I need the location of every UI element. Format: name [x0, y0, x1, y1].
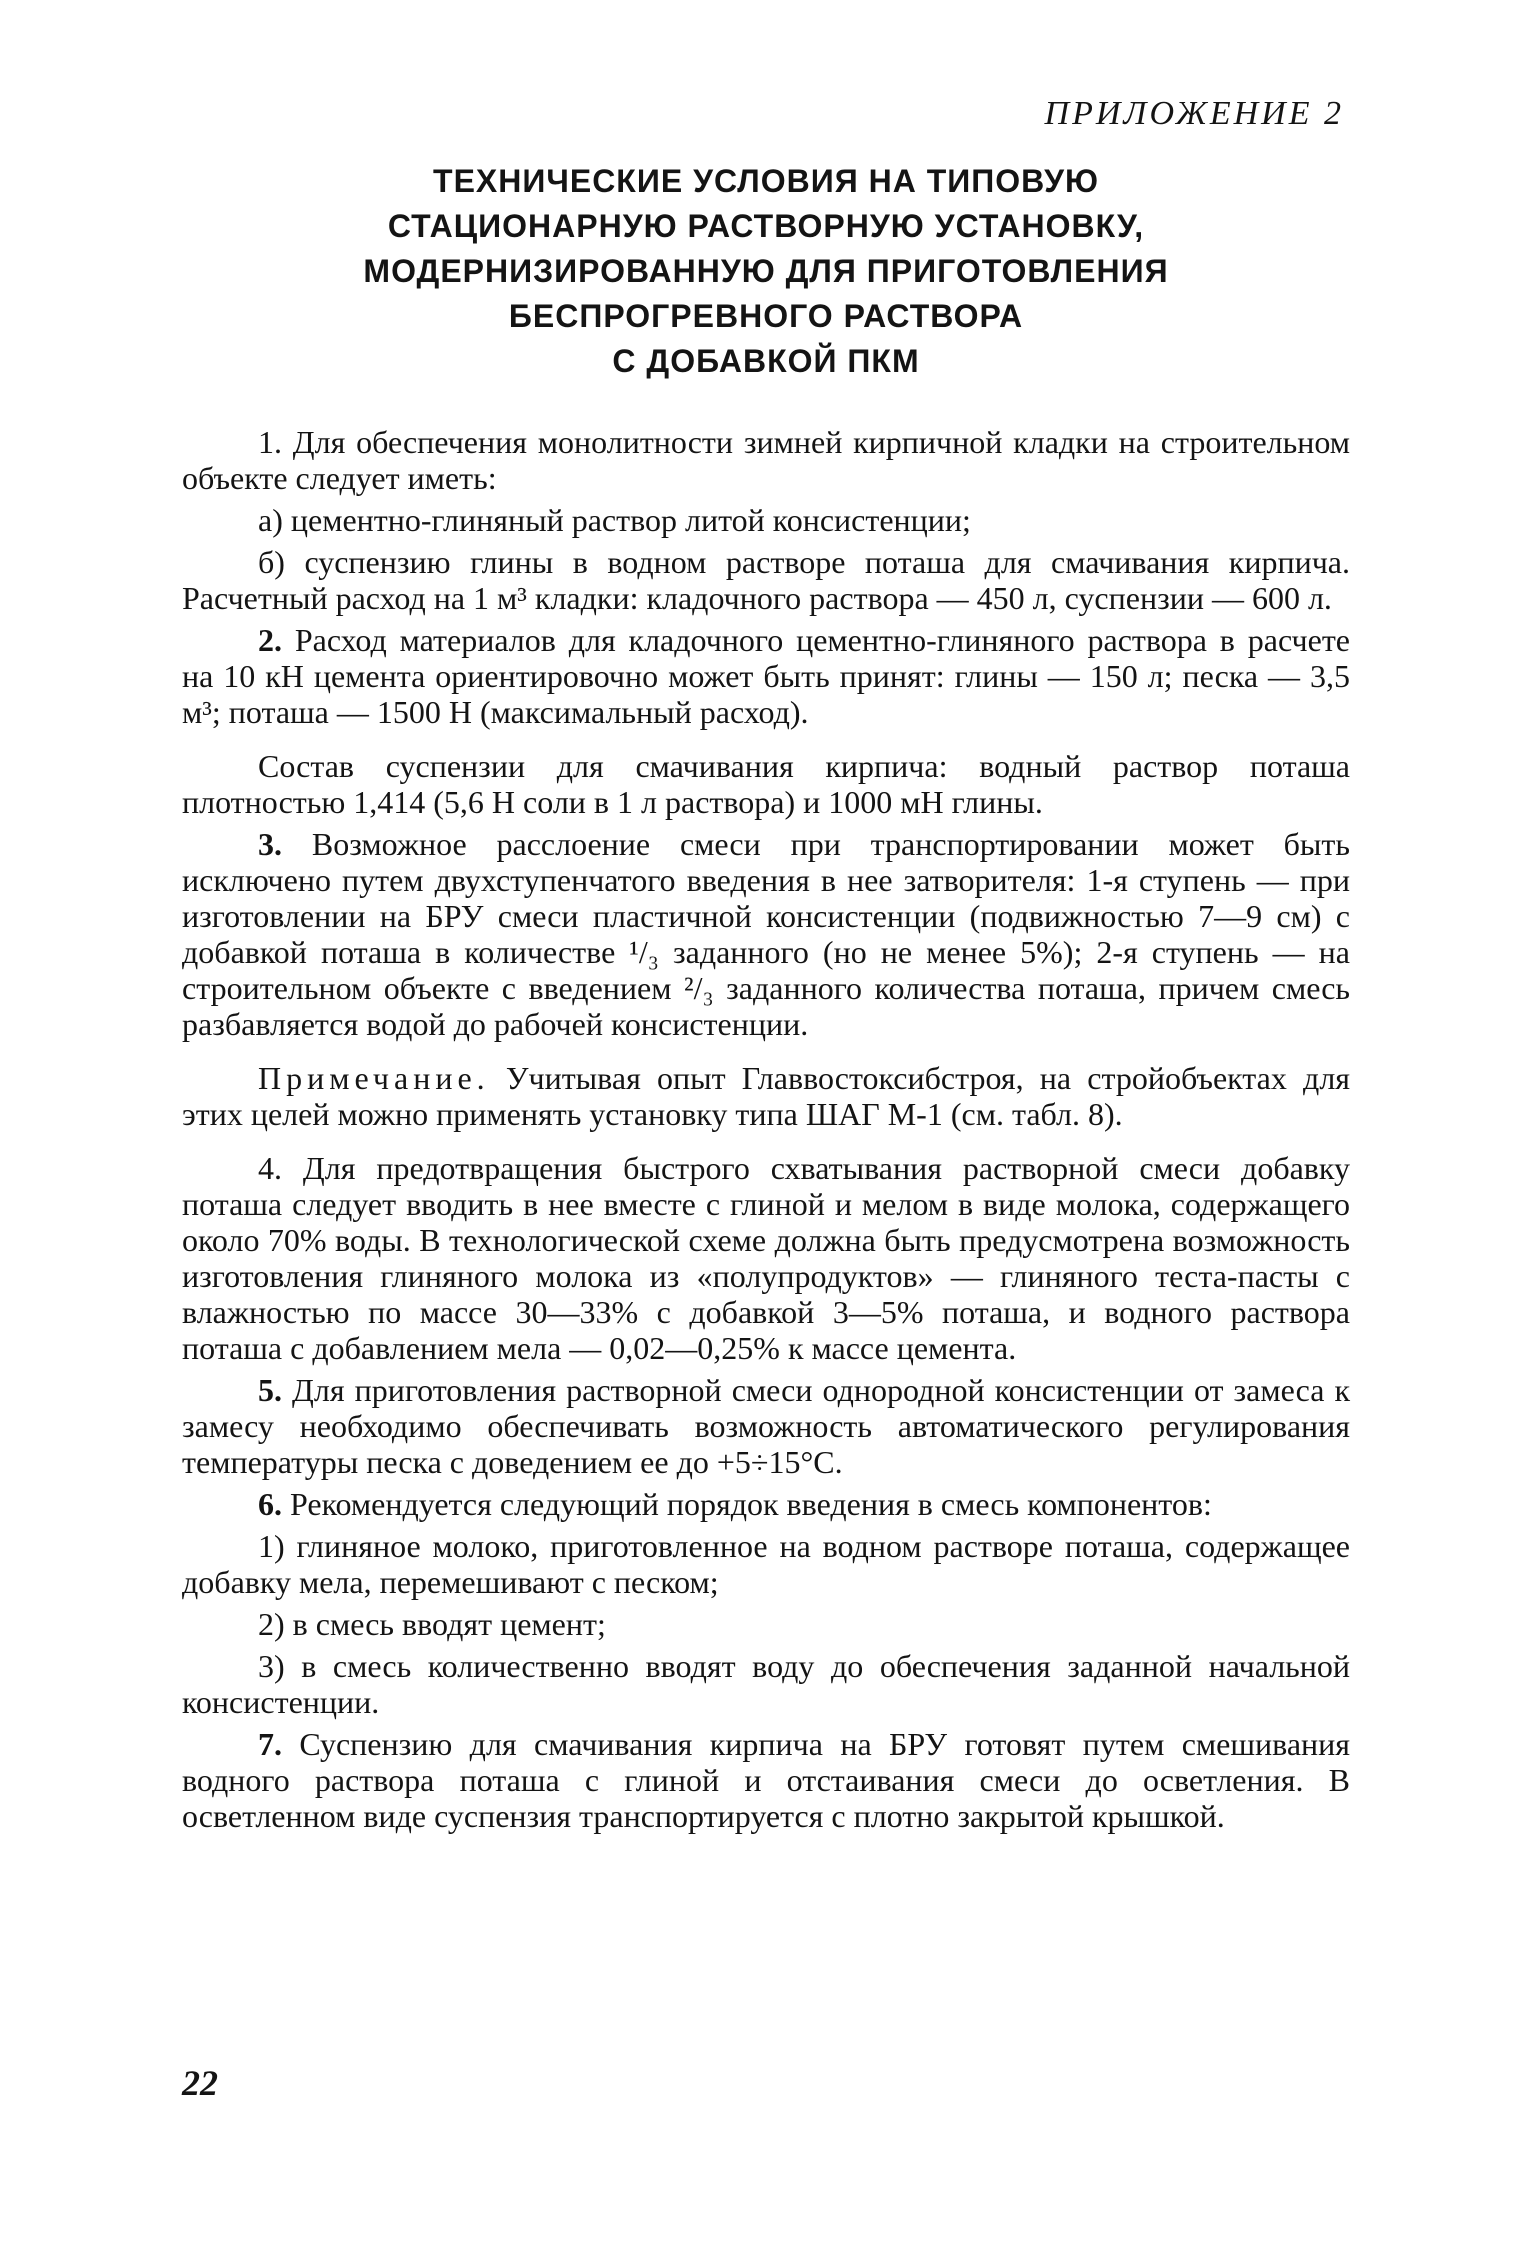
note-label: Примечание.	[258, 1060, 490, 1096]
page-number: 22	[182, 2063, 218, 2103]
paragraph-7	[182, 1726, 1350, 1834]
title-line: С ДОБАВКОЙ ПКМ	[612, 343, 920, 379]
paragraph-5-text: Для приготовления растворной смеси однородной консистенции от замеса к замесу необходимо обеспечивать возможность автоматического регулирования температуры песка с доведением ее до +5÷15°С.	[182, 1372, 1351, 1480]
paragraph-6-item-1: 1) глиняное молоко, приготовленное на водном растворе поташа, содержащее добавку мела, перемешивают с песком;	[182, 1528, 1350, 1600]
note-paragraph	[182, 1060, 1350, 1132]
paragraph-2b: Состав суспензии для смачивания кирпича: водный раствор поташа плотностью 1,414 (5,6 Н соли в 1 л раствора) и 1000 мН глины.	[182, 748, 1350, 820]
paragraph-1b: б) суспензию глины в водном растворе поташа для смачивания кирпича. Расчетный расход на 1 м³ кладки: кладочного раствора — 450 л, суспензии — 600 л.	[182, 544, 1350, 616]
document-title	[182, 159, 1350, 384]
paragraph-2-text: Расход материалов для кладочного цементно-глиняного раствора в расчете на 10 кН цемента ориентировочно может быть принят: глины — 150 л; песка — 3,5 м³; поташа — 1500 Н (максимальный расход).	[182, 622, 1351, 730]
paragraph-3	[182, 826, 1350, 1042]
paragraph-1: 1. Для обеспечения монолитности зимней кирпичной кладки на строительном объекте следует иметь:	[182, 424, 1350, 496]
paragraph-6	[182, 1486, 1350, 1522]
title-line: СТАЦИОНАРНУЮ РАСТВОРНУЮ УСТАНОВКУ,	[387, 208, 1145, 244]
paragraph-3-number: 3.	[258, 826, 282, 862]
paragraph-5-number: 5.	[258, 1372, 282, 1408]
paragraph-2	[182, 622, 1350, 730]
note-text: Учитывая опыт Главвостоксибстроя, на стройобъектах для этих целей можно применять установку типа ШАГ М-1 (см. табл. 8).	[182, 1060, 1351, 1132]
appendix-label: ПРИЛОЖЕНИЕ 2	[1044, 95, 1344, 132]
paragraph-6-item-2: 2) в смесь вводят цемент;	[258, 1606, 606, 1642]
paragraph-7-number: 7.	[258, 1726, 282, 1762]
paragraph-3-text: Возможное расслоение смеси при транспортировании может быть исключено путем двухступенчатого введения в нее затворителя: 1-я ступень — при изготовлении на БРУ смеси пластичной консистенции (подвижностью 7—9 см) с добавкой поташа в количестве ¹/₃ заданного (но не менее 5%); 2-я ступень — на строительном объекте с введением ²/₃ заданного количества поташа, причем смесь разбавляется водой до рабочей консистенции.	[182, 826, 1351, 1042]
paragraph-4: 4. Для предотвращения быстрого схватывания растворной смеси добавку поташа следует вводить в нее вместе с глиной и мелом в виде молока, содержащего около 70% воды. В технологической схеме должна быть предусмотрена возможность изготовления глиняного молока из «полупродуктов» — глиняного теста-пасты с влажностью по массе 30—33% с добавкой 3—5% поташа, и водного раствора поташа с добавлением мела — 0,02—0,25% к массе цемента.	[182, 1150, 1350, 1366]
title-line: ТЕХНИЧЕСКИЕ УСЛОВИЯ НА ТИПОВУЮ	[433, 163, 1099, 199]
paragraph-2-number: 2.	[258, 622, 282, 658]
paragraph-6-item-3: 3) в смесь количественно вводят воду до обеспечения заданной начальной консистенции.	[182, 1648, 1350, 1720]
document-page	[182, 95, 1350, 1840]
paragraph-1a: а) цементно-глиняный раствор литой консистенции;	[258, 502, 971, 538]
title-line: МОДЕРНИЗИРОВАННУЮ ДЛЯ ПРИГОТОВЛЕНИЯ	[363, 253, 1169, 289]
paragraph-6-text: Рекомендуется следующий порядок введения в смесь компонентов:	[290, 1486, 1212, 1522]
title-line: БЕСПРОГРЕВНОГО РАСТВОРА	[508, 298, 1024, 334]
paragraph-7-text: Суспензию для смачивания кирпича на БРУ готовят путем смешивания водного раствора поташа с глиной и отстаивания смеси до осветления. В осветленном виде суспензия транспортируется с плотно закрытой крышкой.	[182, 1726, 1351, 1834]
paragraph-5	[182, 1372, 1350, 1480]
paragraph-6-number: 6.	[258, 1486, 282, 1522]
